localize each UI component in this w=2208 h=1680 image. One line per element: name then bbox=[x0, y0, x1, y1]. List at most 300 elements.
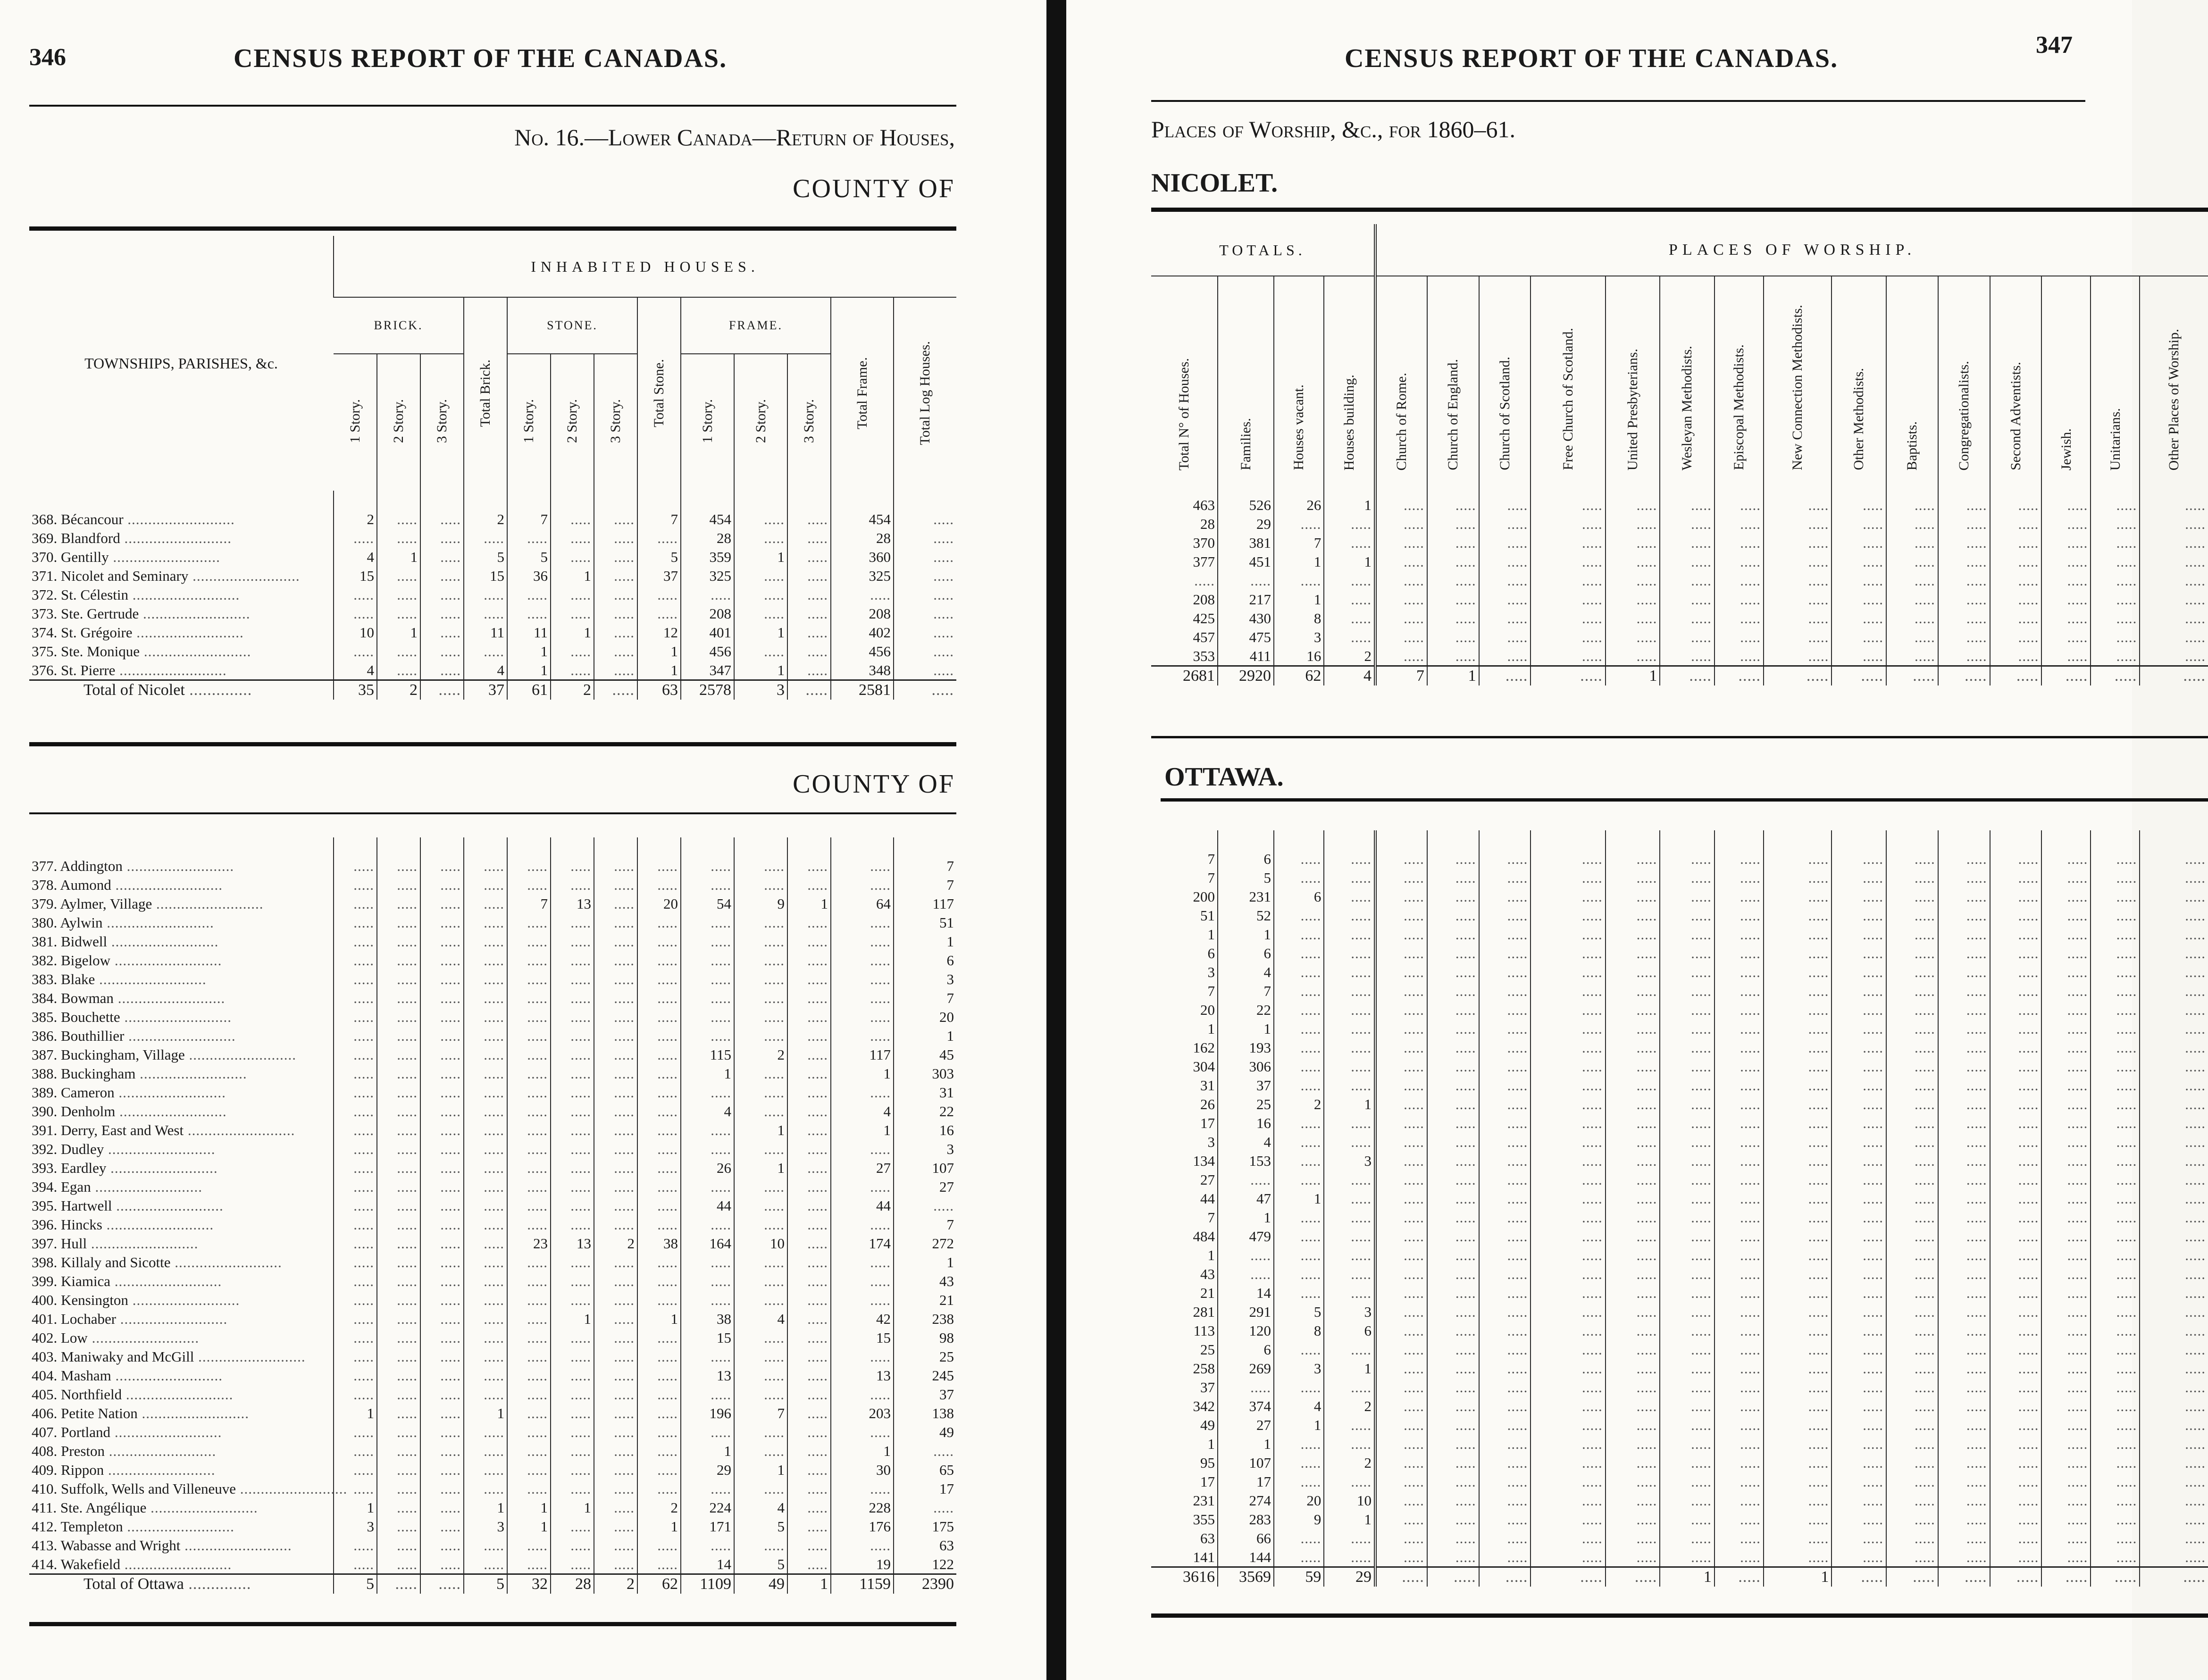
empty-cell: ..... bbox=[1764, 1378, 1832, 1396]
table-row bbox=[29, 1479, 956, 1498]
empty-cell: ..... bbox=[1531, 1227, 1605, 1245]
empty-cell: ..... bbox=[1660, 1321, 1715, 1340]
table-cell: ..... bbox=[334, 1479, 377, 1498]
table-cell: ..... bbox=[377, 1026, 420, 1045]
empty-cell: ..... bbox=[1990, 1529, 2042, 1547]
row-number: 388. bbox=[32, 1065, 58, 1082]
empty-cell: ..... bbox=[1427, 962, 1479, 981]
table-row bbox=[1151, 1076, 2208, 1095]
table-cell: ..... bbox=[894, 585, 956, 604]
row-label: 412. Templeton .......................... bbox=[32, 1518, 234, 1535]
table-row bbox=[1151, 1151, 2208, 1170]
empty-cell: ..... bbox=[2091, 609, 2140, 627]
row-number: 375. bbox=[32, 643, 58, 660]
table-cell: ..... bbox=[1324, 944, 1375, 962]
table-cell: ..... bbox=[787, 1234, 831, 1253]
table-cell: 7 bbox=[1207, 1209, 1215, 1226]
empty-cell: ..... bbox=[1886, 1000, 1938, 1019]
empty-cell: ..... bbox=[1606, 925, 1660, 944]
empty-cell: ..... bbox=[2091, 1245, 2140, 1264]
empty-cell: ..... bbox=[1606, 1378, 1660, 1396]
empty-cell: ..... bbox=[1660, 1208, 1715, 1227]
table-cell: ..... bbox=[464, 1120, 507, 1139]
empty-cell: ..... bbox=[1660, 1019, 1715, 1038]
empty-cell: ..... bbox=[1479, 1340, 1531, 1359]
table-cell: 3 bbox=[464, 1517, 507, 1536]
empty-cell: ..... bbox=[1832, 1095, 1886, 1113]
table-cell: ..... bbox=[594, 1253, 637, 1271]
table-cell: 370 bbox=[1193, 534, 1215, 551]
row-label: 391. Derry, East and West .......................... bbox=[32, 1121, 295, 1138]
table-row bbox=[29, 1215, 956, 1234]
table-cell: ..... bbox=[551, 1177, 594, 1196]
table-cell: ..... bbox=[1324, 1283, 1375, 1302]
table-cell: 425 bbox=[1193, 610, 1215, 627]
table-cell: ..... bbox=[377, 566, 420, 585]
empty-cell: ..... bbox=[1479, 1547, 1531, 1567]
empty-cell: ..... bbox=[1938, 571, 1990, 590]
empty-cell: ..... bbox=[2041, 1057, 2091, 1076]
table-cell: ..... bbox=[637, 1290, 681, 1309]
empty-cell: ..... bbox=[1886, 981, 1938, 1000]
table-row bbox=[1151, 1340, 2208, 1359]
table-cell: ..... bbox=[594, 660, 637, 680]
table-cell: 43 bbox=[1200, 1265, 1215, 1282]
table-cell: ..... bbox=[551, 510, 594, 528]
table-cell: 272 bbox=[894, 1234, 956, 1253]
empty-cell: ..... bbox=[1531, 849, 1605, 868]
table-cell: 4 bbox=[464, 660, 507, 680]
empty-cell: ..... bbox=[1990, 1340, 2042, 1359]
empty-cell: ..... bbox=[1606, 1132, 1660, 1151]
table-cell: 20 bbox=[637, 894, 681, 913]
stone-2-story-header: 2 Story. bbox=[551, 354, 594, 491]
table-cell: 4 bbox=[334, 547, 377, 566]
header-rule-right bbox=[1151, 100, 2085, 102]
row-name: Hincks bbox=[57, 1216, 102, 1233]
table-cell: ..... bbox=[507, 1083, 551, 1102]
spacer-cell bbox=[334, 491, 377, 510]
table-cell: ..... bbox=[420, 1120, 464, 1139]
table-cell: 26 bbox=[1274, 495, 1324, 514]
empty-cell: ..... bbox=[1764, 1491, 1832, 1510]
total-cell: ..... bbox=[2041, 1567, 2091, 1587]
spacer-cell bbox=[1938, 830, 1990, 849]
stub-header: TOWNSHIPS, PARISHES, &c. bbox=[84, 355, 278, 372]
empty-cell: ..... bbox=[1832, 1396, 1886, 1415]
empty-cell: ..... bbox=[1660, 1547, 1715, 1567]
table-cell: 14 bbox=[1218, 1283, 1274, 1302]
empty-cell: ..... bbox=[1886, 1302, 1938, 1321]
empty-cell: ..... bbox=[2041, 514, 2091, 533]
row-label: 402. Low .......................... bbox=[32, 1329, 200, 1346]
empty-cell: ..... bbox=[1938, 1000, 1990, 1019]
row-label: 403. Maniwaky and McGill .......................... bbox=[32, 1348, 306, 1365]
table-row bbox=[1151, 495, 2208, 514]
empty-cell: ..... bbox=[1764, 1189, 1832, 1208]
table-cell: 1 bbox=[1207, 926, 1215, 943]
spacer-cell bbox=[507, 837, 551, 856]
table-cell: 208 bbox=[681, 604, 734, 623]
empty-cell: ..... bbox=[1660, 1491, 1715, 1510]
table-cell: ..... bbox=[1324, 1057, 1375, 1076]
empty-cell: ..... bbox=[2091, 962, 2140, 981]
table-cell: 64 bbox=[831, 894, 894, 913]
table-row bbox=[29, 1404, 956, 1422]
empty-cell: ..... bbox=[1427, 533, 1479, 552]
table-cell: 144 bbox=[1218, 1547, 1274, 1567]
empty-cell: ..... bbox=[1990, 590, 2042, 609]
row-number: 401. bbox=[32, 1310, 58, 1327]
table-cell: 1 bbox=[1207, 1435, 1215, 1452]
spacer-cell bbox=[1990, 476, 2042, 495]
empty-cell: ..... bbox=[2091, 1321, 2140, 1340]
table-cell: ..... bbox=[594, 1441, 637, 1460]
table-cell: ..... bbox=[420, 1517, 464, 1536]
table-cell: ..... bbox=[831, 1139, 894, 1158]
empty-cell: ..... bbox=[1990, 906, 2042, 925]
table-cell: ..... bbox=[894, 566, 956, 585]
empty-cell: ..... bbox=[2041, 1359, 2091, 1378]
empty-cell: ..... bbox=[1660, 1378, 1715, 1396]
table-cell: 6 bbox=[1218, 849, 1274, 868]
table-cell: ..... bbox=[787, 1498, 831, 1517]
empty-cell: ..... bbox=[1990, 1245, 2042, 1264]
stone-3-story-header: 3 Story. bbox=[594, 354, 637, 491]
empty-cell: ..... bbox=[1479, 1359, 1531, 1378]
table-cell: ..... bbox=[787, 1385, 831, 1404]
empty-cell: ..... bbox=[2140, 868, 2208, 887]
table-cell: ..... bbox=[681, 951, 734, 970]
table-cell: 2 bbox=[1324, 1396, 1375, 1415]
table-cell: ..... bbox=[551, 1102, 594, 1120]
table-cell: ..... bbox=[507, 951, 551, 970]
table-cell: ..... bbox=[594, 1347, 637, 1366]
empty-cell: ..... bbox=[1715, 1095, 1764, 1113]
empty-cell: ..... bbox=[1375, 1378, 1427, 1396]
table-cell: 193 bbox=[1218, 1038, 1274, 1057]
table-row bbox=[1151, 1057, 2208, 1076]
row-name: Dudley bbox=[57, 1140, 104, 1157]
table-cell: ..... bbox=[507, 1309, 551, 1328]
table-cell: ..... bbox=[551, 970, 594, 988]
table-cell: ..... bbox=[681, 1479, 734, 1498]
empty-cell: ..... bbox=[1375, 1057, 1427, 1076]
empty-cell: ..... bbox=[1832, 981, 1886, 1000]
empty-cell: ..... bbox=[1886, 590, 1938, 609]
total-cell: 61 bbox=[507, 680, 551, 700]
table-cell: ..... bbox=[464, 1366, 507, 1385]
empty-cell: ..... bbox=[1832, 1340, 1886, 1359]
empty-cell: ..... bbox=[1375, 962, 1427, 981]
table-row bbox=[1151, 1453, 2208, 1472]
table-cell: ..... bbox=[334, 1234, 377, 1253]
row-name: Gentilly bbox=[57, 548, 109, 565]
table-row bbox=[29, 1536, 956, 1555]
table-cell: 1 bbox=[734, 660, 787, 680]
table-row bbox=[29, 510, 956, 528]
table-cell: ..... bbox=[377, 970, 420, 988]
empty-cell: ..... bbox=[1990, 514, 2042, 533]
table-cell: 1 bbox=[1274, 590, 1324, 609]
table-row bbox=[29, 1177, 956, 1196]
table-cell: ..... bbox=[734, 875, 787, 894]
table-cell: 1 bbox=[1324, 552, 1375, 571]
table-cell: ..... bbox=[464, 1347, 507, 1366]
table-cell: ..... bbox=[420, 585, 464, 604]
empty-cell: ..... bbox=[1606, 609, 1660, 627]
table-cell: ..... bbox=[334, 1007, 377, 1026]
table-cell: ..... bbox=[551, 1064, 594, 1083]
total-brick-header: Total Brick. bbox=[464, 297, 507, 491]
table-cell: ..... bbox=[1274, 1057, 1324, 1076]
table-cell: ..... bbox=[507, 1215, 551, 1234]
empty-cell: ..... bbox=[1715, 944, 1764, 962]
empty-cell: ..... bbox=[2091, 1151, 2140, 1170]
empty-cell: ..... bbox=[1479, 627, 1531, 646]
empty-cell: ..... bbox=[1375, 1038, 1427, 1057]
table-cell: 44 bbox=[681, 1196, 734, 1215]
spacer-cell bbox=[1531, 476, 1605, 495]
table-cell: ..... bbox=[1274, 1170, 1324, 1189]
empty-cell: ..... bbox=[2091, 925, 2140, 944]
row-name: Bouthillier bbox=[57, 1027, 125, 1044]
table-cell: ..... bbox=[334, 1422, 377, 1441]
row-number: 393. bbox=[32, 1159, 58, 1176]
table-row bbox=[1151, 1208, 2208, 1227]
table-cell: ..... bbox=[420, 1460, 464, 1479]
empty-cell: ..... bbox=[1606, 1415, 1660, 1434]
empty-cell: ..... bbox=[1990, 1227, 2042, 1245]
table-row bbox=[1151, 1264, 2208, 1283]
row-name: Rippon bbox=[57, 1461, 104, 1478]
row-number: 394. bbox=[32, 1178, 58, 1195]
row-name: Blake bbox=[57, 970, 95, 987]
table-row bbox=[1151, 981, 2208, 1000]
empty-cell: ..... bbox=[1375, 887, 1427, 906]
empty-cell: ..... bbox=[1938, 1245, 1990, 1264]
table-cell: 1 bbox=[551, 1309, 594, 1328]
table-cell: ..... bbox=[1324, 1000, 1375, 1019]
empty-cell: ..... bbox=[1938, 906, 1990, 925]
table-cell: 4 bbox=[681, 1102, 734, 1120]
empty-cell: ..... bbox=[1990, 1434, 2042, 1453]
empty-cell: ..... bbox=[1479, 571, 1531, 590]
row-name: Blandford bbox=[57, 529, 120, 546]
empty-cell: ..... bbox=[1375, 1472, 1427, 1491]
table-row bbox=[1151, 1396, 2208, 1415]
table-row bbox=[29, 951, 956, 970]
table-cell: 7 bbox=[894, 856, 956, 875]
table-row bbox=[29, 1422, 956, 1441]
table-cell: 7 bbox=[637, 510, 681, 528]
empty-cell: ..... bbox=[1606, 962, 1660, 981]
spacer-cell bbox=[734, 491, 787, 510]
table-cell: ..... bbox=[420, 1102, 464, 1120]
empty-cell: ..... bbox=[1531, 627, 1605, 646]
table-cell: ..... bbox=[787, 1290, 831, 1309]
empty-cell: ..... bbox=[1606, 1113, 1660, 1132]
empty-cell: ..... bbox=[1375, 1340, 1427, 1359]
table-cell: ..... bbox=[594, 1404, 637, 1422]
empty-cell: ..... bbox=[2140, 1057, 2208, 1076]
empty-cell: ..... bbox=[2140, 1547, 2208, 1567]
table-row bbox=[1151, 1491, 2208, 1510]
ottawa-bottom-rule bbox=[29, 1622, 956, 1626]
table-cell: ..... bbox=[637, 1215, 681, 1234]
empty-cell: ..... bbox=[1427, 1264, 1479, 1283]
empty-cell: ..... bbox=[1479, 1076, 1531, 1095]
spacer-cell bbox=[1375, 830, 1427, 849]
empty-cell: ..... bbox=[1715, 514, 1764, 533]
empty-cell: ..... bbox=[1479, 1189, 1531, 1208]
total-cell: ..... bbox=[1715, 666, 1764, 686]
empty-cell: ..... bbox=[1990, 627, 2042, 646]
empty-cell: ..... bbox=[2041, 1095, 2091, 1113]
empty-cell: ..... bbox=[2140, 1378, 2208, 1396]
empty-cell: ..... bbox=[2091, 1510, 2140, 1529]
table-cell: ..... bbox=[334, 1441, 377, 1460]
table-row bbox=[29, 932, 956, 951]
table-cell: 175 bbox=[894, 1517, 956, 1536]
empty-cell: ..... bbox=[1375, 1415, 1427, 1434]
table-cell: ..... bbox=[551, 1536, 594, 1555]
table-cell: ..... bbox=[594, 1479, 637, 1498]
table-cell: ..... bbox=[734, 1479, 787, 1498]
empty-cell: ..... bbox=[1938, 1208, 1990, 1227]
table-cell: 11 bbox=[507, 623, 551, 642]
empty-cell: ..... bbox=[1479, 1019, 1531, 1038]
table-cell: ..... bbox=[1324, 868, 1375, 887]
total-cell: 3 bbox=[734, 680, 787, 700]
empty-cell: ..... bbox=[1531, 590, 1605, 609]
row-label: 375. Ste. Monique .......................... bbox=[32, 643, 251, 660]
empty-cell: ..... bbox=[2140, 1189, 2208, 1208]
table-cell: 2 bbox=[1324, 1453, 1375, 1472]
book-spine bbox=[1046, 0, 1066, 1680]
empty-cell: ..... bbox=[1479, 1000, 1531, 1019]
empty-cell: ..... bbox=[1764, 627, 1832, 646]
table-cell: 16 bbox=[1218, 1113, 1274, 1132]
row-name: Egan bbox=[57, 1178, 91, 1195]
ottawa-worship-table bbox=[1151, 830, 2208, 1587]
table-cell: ..... bbox=[464, 642, 507, 660]
table-cell: 38 bbox=[681, 1309, 734, 1328]
empty-cell: ..... bbox=[1479, 1264, 1531, 1283]
table-cell: ..... bbox=[507, 1347, 551, 1366]
empty-cell: ..... bbox=[2140, 1434, 2208, 1453]
table-cell: ..... bbox=[681, 1347, 734, 1366]
empty-cell: ..... bbox=[1606, 1434, 1660, 1453]
row-name: St. Pierre bbox=[57, 661, 116, 678]
row-label: 378. Aumond .......................... bbox=[32, 876, 223, 893]
table-cell: 7 bbox=[1218, 981, 1274, 1000]
empty-cell: ..... bbox=[1990, 609, 2042, 627]
table-cell: 7 bbox=[894, 875, 956, 894]
empty-cell: ..... bbox=[1832, 1000, 1886, 1019]
table-cell: ..... bbox=[734, 528, 787, 547]
spacer-cell bbox=[681, 837, 734, 856]
table-cell: 3 bbox=[1324, 1302, 1375, 1321]
empty-cell: ..... bbox=[2140, 1076, 2208, 1095]
row-name: Wabasse and Wright bbox=[57, 1537, 181, 1554]
table-cell: 1 bbox=[734, 547, 787, 566]
table-cell: ..... bbox=[507, 1555, 551, 1574]
table-row bbox=[29, 1328, 956, 1347]
table-cell: 475 bbox=[1218, 627, 1274, 646]
table-cell: ..... bbox=[464, 1271, 507, 1290]
table-cell: ..... bbox=[681, 1120, 734, 1139]
empty-cell: ..... bbox=[1886, 1434, 1938, 1453]
spacer-cell bbox=[420, 491, 464, 510]
table-cell: ..... bbox=[637, 1102, 681, 1120]
table-cell: 456 bbox=[681, 642, 734, 660]
table-cell: ..... bbox=[507, 1007, 551, 1026]
table-cell: ..... bbox=[787, 1347, 831, 1366]
table-cell: 402 bbox=[831, 623, 894, 642]
empty-cell: ..... bbox=[1938, 514, 1990, 533]
table-cell: 16 bbox=[894, 1120, 956, 1139]
table-cell: 451 bbox=[1218, 552, 1274, 571]
total-cell: 32 bbox=[507, 1574, 551, 1594]
empty-cell: ..... bbox=[1531, 552, 1605, 571]
total-stone-header: Total Stone. bbox=[637, 297, 681, 491]
table-cell: ..... bbox=[377, 1309, 420, 1328]
row-name: Aylmer, Village bbox=[57, 895, 152, 912]
table-cell: ..... bbox=[637, 1536, 681, 1555]
table-cell: 1 bbox=[894, 1026, 956, 1045]
empty-cell: ..... bbox=[1886, 944, 1938, 962]
table-cell: 3 bbox=[1274, 627, 1324, 646]
table-cell: ..... bbox=[594, 623, 637, 642]
table-cell: ..... bbox=[1218, 1378, 1274, 1396]
table-row bbox=[1151, 868, 2208, 887]
table-cell: ..... bbox=[334, 1460, 377, 1479]
table-cell: 377 bbox=[1193, 553, 1215, 570]
row-number: 413. bbox=[32, 1537, 58, 1554]
empty-cell: ..... bbox=[1479, 1491, 1531, 1510]
table-cell: ..... bbox=[637, 1064, 681, 1083]
spacer-cell bbox=[1531, 830, 1605, 849]
table-cell: 291 bbox=[1218, 1302, 1274, 1321]
column-header: Other Places of Worship. bbox=[2140, 276, 2208, 476]
table-cell: ..... bbox=[894, 642, 956, 660]
empty-cell: ..... bbox=[1938, 1378, 1990, 1396]
table-cell: ..... bbox=[1324, 1113, 1375, 1132]
empty-cell: ..... bbox=[1606, 1227, 1660, 1245]
table-cell: ..... bbox=[464, 1555, 507, 1574]
table-cell: ..... bbox=[594, 1083, 637, 1102]
table-cell: ..... bbox=[507, 1026, 551, 1045]
empty-cell: ..... bbox=[2041, 1453, 2091, 1472]
empty-cell: ..... bbox=[1832, 1245, 1886, 1264]
table-cell: 228 bbox=[831, 1498, 894, 1517]
table-cell: ..... bbox=[420, 913, 464, 932]
empty-cell: ..... bbox=[1427, 1283, 1479, 1302]
empty-cell: ..... bbox=[1886, 1415, 1938, 1434]
table-cell: ..... bbox=[464, 1441, 507, 1460]
table-cell: 457 bbox=[1193, 628, 1215, 645]
empty-cell: ..... bbox=[2091, 1453, 2140, 1472]
table-cell: ..... bbox=[787, 1196, 831, 1215]
table-cell: 5 bbox=[1274, 1302, 1324, 1321]
table-cell: ..... bbox=[464, 1479, 507, 1498]
column-header: Total N° of Houses. bbox=[1176, 358, 1192, 470]
table-cell: ..... bbox=[551, 1555, 594, 1574]
table-row bbox=[29, 1139, 956, 1158]
empty-cell: ..... bbox=[1886, 609, 1938, 627]
table-cell: 28 bbox=[681, 528, 734, 547]
